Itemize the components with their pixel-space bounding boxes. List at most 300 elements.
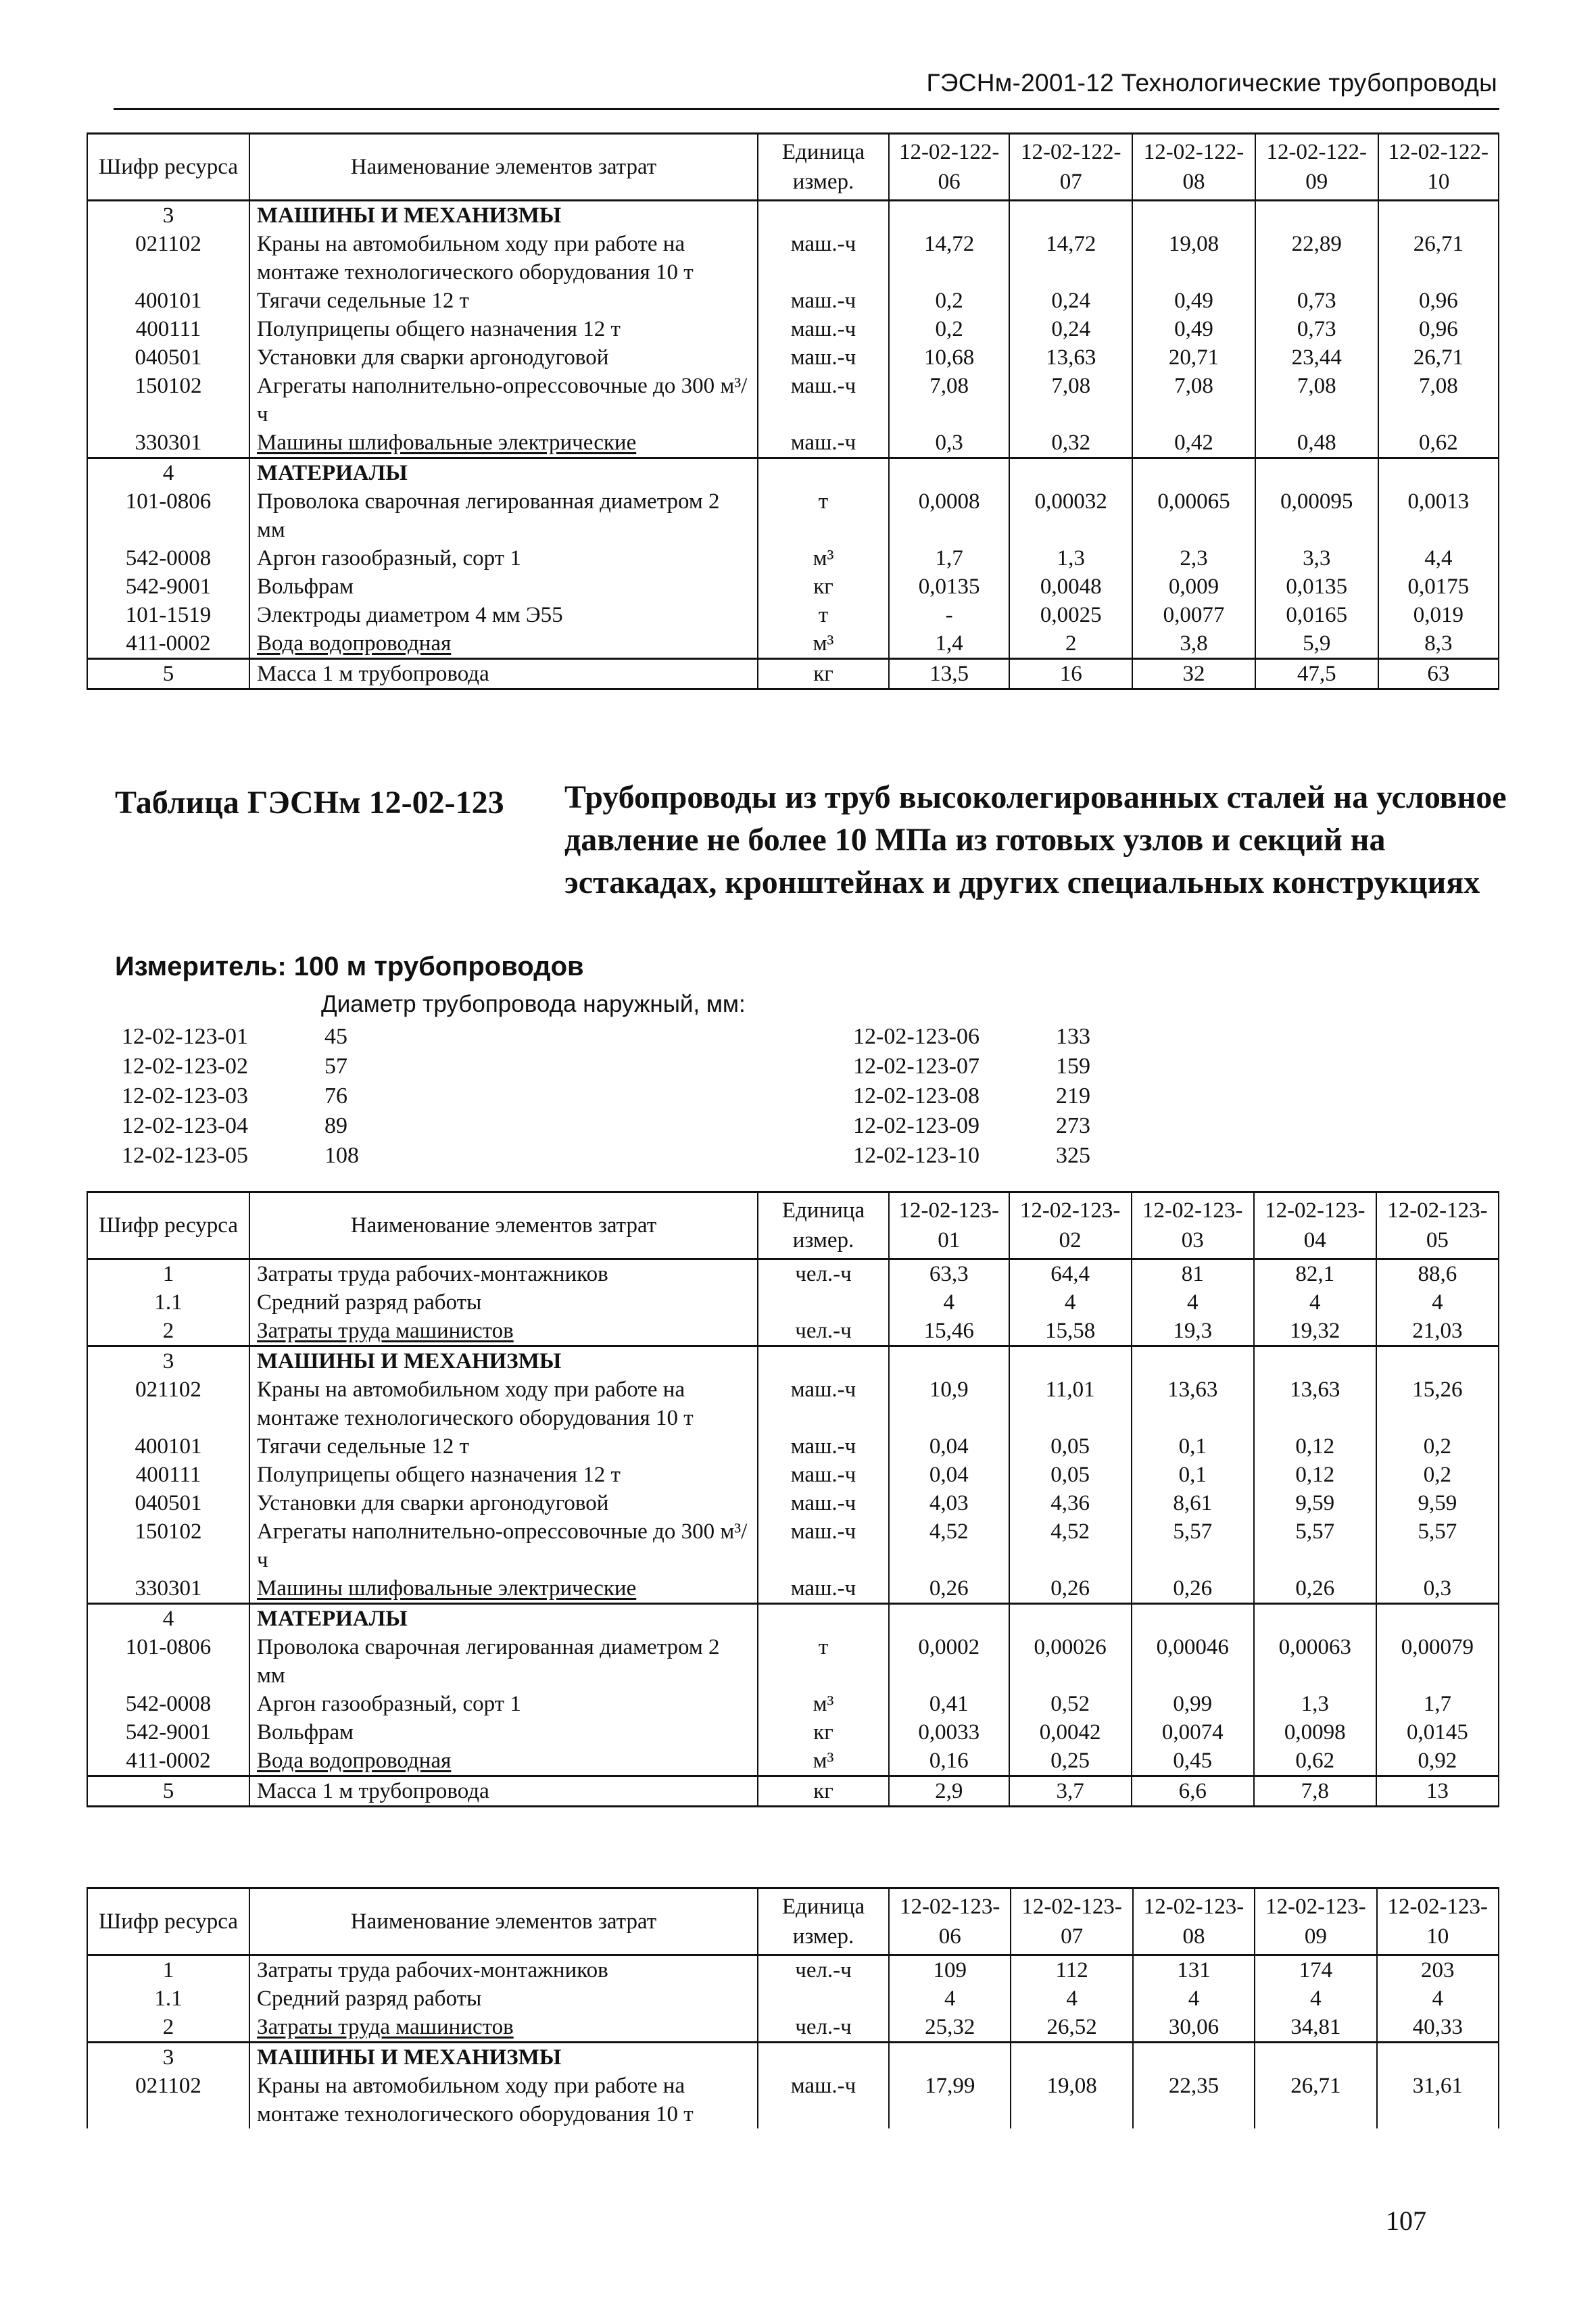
- table-row: [87, 1747, 1499, 1776]
- norm-value: [1377, 2043, 1499, 2072]
- norm-value: 174: [1255, 1955, 1376, 1985]
- diameter-value: 325: [1056, 1143, 1090, 1168]
- resource-code: 400111: [87, 1461, 249, 1489]
- table-row: [87, 1346, 1499, 1376]
- norm-value: 0,0165: [1255, 601, 1378, 629]
- norm-value: 3,8: [1132, 629, 1255, 659]
- unit: маш.-ч: [758, 1461, 889, 1489]
- table-row: [87, 1375, 1499, 1432]
- resource-name: Краны на автомобильном ходу при работе на монтаже технологического оборудования 10 т: [249, 2072, 758, 2128]
- norm-value: 19,32: [1254, 1317, 1376, 1346]
- norm-value: 0,26: [889, 1574, 1009, 1604]
- norm-value: 4,4: [1378, 544, 1499, 572]
- resource-code: 400101: [87, 287, 249, 315]
- resource-name: Средний разряд работы: [249, 1984, 758, 2013]
- norm-value: 4: [889, 1984, 1011, 2013]
- unit: м³: [758, 544, 889, 572]
- norm-value: 0,12: [1254, 1461, 1376, 1489]
- table-row: [87, 372, 1499, 429]
- unit: чел.-ч: [758, 1317, 889, 1346]
- table-row: [87, 458, 1499, 488]
- col-norm-header: 12-02-122-09: [1255, 134, 1378, 201]
- table-row: [87, 1718, 1499, 1747]
- norm-value: 16: [1009, 659, 1132, 689]
- col-norm-header: 12-02-123-04: [1254, 1192, 1376, 1259]
- norm-value: 9,59: [1254, 1489, 1376, 1517]
- norm-value: 4: [889, 1288, 1009, 1317]
- unit: [758, 2043, 889, 2072]
- norm-value: 3,7: [1009, 1776, 1132, 1807]
- col-norm-header: 12-02-122-10: [1378, 134, 1499, 201]
- unit: [758, 458, 889, 488]
- norm-value: 0,52: [1009, 1690, 1132, 1718]
- norm-value: 0,49: [1132, 315, 1255, 343]
- norm-value: 88,6: [1376, 1259, 1499, 1289]
- unit: м³: [758, 629, 889, 659]
- col-norm-header: 12-02-123-05: [1376, 1192, 1499, 1259]
- norm-value: [1133, 2043, 1255, 2072]
- norm-value: [1009, 1604, 1132, 1634]
- resource-name: Затраты труда рабочих-монтажников: [249, 1955, 758, 1985]
- list-item: [853, 1052, 1090, 1081]
- norm-value: 0,92: [1376, 1747, 1499, 1776]
- resource-name: Электроды диаметром 4 мм Э55: [249, 601, 758, 629]
- col-name-header: Наименование элементов затрат: [249, 1888, 758, 1955]
- norm-value: 26,71: [1378, 230, 1499, 287]
- norm-value: [1009, 1346, 1132, 1376]
- col-unit-header: Единица измер.: [758, 1888, 889, 1955]
- unit: кг: [758, 659, 889, 689]
- norm-value: [1132, 458, 1255, 488]
- norm-value: [1378, 201, 1499, 230]
- norm-value: 63: [1378, 659, 1499, 689]
- norm-value: 0,2: [1376, 1432, 1499, 1461]
- norm-value: 1,3: [1254, 1690, 1376, 1718]
- norm-value: 19,3: [1132, 1317, 1254, 1346]
- norm-value: 1,7: [1376, 1690, 1499, 1718]
- norm-value: 4: [1133, 1984, 1255, 2013]
- norm-value: 4: [1009, 1288, 1132, 1317]
- norm-value: 19,08: [1011, 2072, 1132, 2128]
- norm-code: 12-02-123-02: [122, 1054, 248, 1079]
- resource-name: Краны на автомобильном ходу при работе на монтаже технологического оборудования 10 т: [249, 1375, 758, 1432]
- norm-code: 12-02-123-03: [122, 1083, 248, 1108]
- norm-value: 0,009: [1132, 572, 1255, 601]
- resource-code: 040501: [87, 343, 249, 372]
- resource-code: 3: [87, 1346, 249, 1376]
- norm-value: 0,24: [1009, 315, 1132, 343]
- resource-name: Вода водопроводная: [249, 1747, 758, 1776]
- list-item: [122, 1081, 359, 1111]
- norm-value: 25,32: [889, 2013, 1011, 2043]
- col-norm-header: 12-02-122-06: [889, 134, 1009, 201]
- header-rule: [114, 108, 1499, 110]
- norm-value: 10,68: [889, 343, 1009, 372]
- resource-name: Вольфрам: [249, 572, 758, 601]
- norm-value: [1132, 201, 1255, 230]
- resource-name: Масса 1 м трубопровода: [249, 1776, 758, 1807]
- resource-code: 2: [87, 1317, 249, 1346]
- resource-code: 1.1: [87, 1984, 249, 2013]
- norm-value: [1378, 458, 1499, 488]
- norm-value: 26,71: [1255, 2072, 1376, 2128]
- norm-value: 0,00095: [1255, 487, 1378, 544]
- norm-value: 40,33: [1377, 2013, 1499, 2043]
- table-row: [87, 343, 1499, 372]
- norm-value: 4: [1377, 1984, 1499, 2013]
- norm-value: 4: [1376, 1288, 1499, 1317]
- norm-value: 5,9: [1255, 629, 1378, 659]
- col-code-header: Шифр ресурса: [87, 1192, 249, 1259]
- resource-name: Тягачи седельные 12 т: [249, 287, 758, 315]
- norm-value: 34,81: [1255, 2013, 1376, 2043]
- resource-code: 3: [87, 201, 249, 230]
- table-row: [87, 230, 1499, 287]
- norm-value: 8,3: [1378, 629, 1499, 659]
- norm-value: 26,52: [1011, 2013, 1132, 2043]
- norm-value: 13,5: [889, 659, 1009, 689]
- norm-value: [1009, 458, 1132, 488]
- norm-value: 2,9: [889, 1776, 1009, 1807]
- diameter-value: 159: [1056, 1054, 1090, 1079]
- resource-name: Машины шлифовальные электрические: [249, 1574, 758, 1604]
- resource-code: 1.1: [87, 1288, 249, 1317]
- norm-value: 0,12: [1254, 1432, 1376, 1461]
- table-header-row: [87, 1888, 1499, 1955]
- resource-code: 150102: [87, 372, 249, 429]
- unit: маш.-ч: [758, 372, 889, 429]
- table-row: [87, 287, 1499, 315]
- norm-value: 32: [1132, 659, 1255, 689]
- resource-code: 021102: [87, 230, 249, 287]
- table-row: [87, 2013, 1499, 2043]
- norm-value: 15,46: [889, 1317, 1009, 1346]
- norm-value: 0,73: [1255, 315, 1378, 343]
- unit: т: [758, 601, 889, 629]
- resource-name: Агрегаты наполнительно-опрессовочные до 300 м³/ч: [249, 1517, 758, 1574]
- table-row: [87, 315, 1499, 343]
- norm-value: [1011, 2043, 1132, 2072]
- norm-value: 22,89: [1255, 230, 1378, 287]
- col-norm-header: 12-02-122-07: [1009, 134, 1132, 201]
- norm-value: [889, 201, 1009, 230]
- unit: маш.-ч: [758, 315, 889, 343]
- norm-value: 0,26: [1009, 1574, 1132, 1604]
- col-norm-header: 12-02-123-09: [1255, 1888, 1376, 1955]
- table-row: [87, 1461, 1499, 1489]
- list-item: [122, 1022, 359, 1052]
- list-item: [853, 1081, 1090, 1111]
- table-header-row: [87, 134, 1499, 201]
- norm-value: 1,7: [889, 544, 1009, 572]
- norm-value: 81: [1132, 1259, 1254, 1289]
- norm-value: [1254, 1604, 1376, 1634]
- norm-value: 0,2: [889, 287, 1009, 315]
- norm-value: 5,57: [1132, 1517, 1254, 1574]
- resource-name: Проволока сварочная легированная диаметром 2 мм: [249, 1633, 758, 1690]
- norm-value: 0,45: [1132, 1747, 1254, 1776]
- norm-value: 4: [1011, 1984, 1132, 2013]
- norm-value: 7,08: [889, 372, 1009, 429]
- table-row: [87, 487, 1499, 544]
- norm-value: 0,05: [1009, 1432, 1132, 1461]
- resource-name: МАТЕРИАЛЫ: [249, 458, 758, 488]
- norm-value: 0,04: [889, 1461, 1009, 1489]
- norm-value: 0,0175: [1378, 572, 1499, 601]
- resource-name: Аргон газообразный, сорт 1: [249, 1690, 758, 1718]
- norm-value: [1132, 1346, 1254, 1376]
- resource-code: 4: [87, 1604, 249, 1634]
- resource-name: МАШИНЫ И МЕХАНИЗМЫ: [249, 201, 758, 230]
- norm-value: [1255, 2043, 1376, 2072]
- unit: чел.-ч: [758, 1955, 889, 1985]
- table-row: [87, 1574, 1499, 1604]
- col-unit-header: Единица измер.: [758, 134, 889, 201]
- norm-value: 0,00079: [1376, 1633, 1499, 1690]
- norm-value: 0,16: [889, 1747, 1009, 1776]
- section-heading: [115, 776, 1521, 904]
- col-unit-header: Единица измер.: [758, 1192, 889, 1259]
- list-item: [853, 1111, 1090, 1141]
- norm-value: 7,08: [1132, 372, 1255, 429]
- norm-value: 1,4: [889, 629, 1009, 659]
- resource-code: 542-0008: [87, 1690, 249, 1718]
- resource-code: 101-1519: [87, 601, 249, 629]
- col-norm-header: 12-02-123-01: [889, 1192, 1009, 1259]
- resource-code: 1: [87, 1259, 249, 1289]
- norm-value: 7,08: [1255, 372, 1378, 429]
- norm-value: [889, 1346, 1009, 1376]
- norm-value: [1255, 458, 1378, 488]
- unit: кг: [758, 1776, 889, 1807]
- cost-table-123-06-10: [87, 1887, 1499, 2128]
- resource-code: 542-9001: [87, 1718, 249, 1747]
- resource-code: 411-0002: [87, 1747, 249, 1776]
- norm-value: 0,62: [1254, 1747, 1376, 1776]
- table-row: [87, 601, 1499, 629]
- unit: [758, 1984, 889, 2013]
- norm-value: 0,0013: [1378, 487, 1499, 544]
- resource-code: 330301: [87, 1574, 249, 1604]
- norm-value: 19,08: [1132, 230, 1255, 287]
- norm-value: 5,57: [1254, 1517, 1376, 1574]
- list-item: [122, 1052, 359, 1081]
- norm-value: 0,96: [1378, 315, 1499, 343]
- norm-value: 0,26: [1132, 1574, 1254, 1604]
- norm-value: 4,03: [889, 1489, 1009, 1517]
- norm-value: 0,00032: [1009, 487, 1132, 544]
- resource-name: Вольфрам: [249, 1718, 758, 1747]
- norm-value: 9,59: [1376, 1489, 1499, 1517]
- col-norm-header: 12-02-123-03: [1132, 1192, 1254, 1259]
- norm-value: 0,99: [1132, 1690, 1254, 1718]
- norm-value: 0,49: [1132, 287, 1255, 315]
- norm-value: 0,2: [889, 315, 1009, 343]
- unit: [758, 201, 889, 230]
- norm-code: 12-02-123-09: [853, 1113, 980, 1138]
- norm-value: 0,019: [1378, 601, 1499, 629]
- resource-code: 4: [87, 458, 249, 488]
- cost-table-123-01-05: [87, 1191, 1499, 1807]
- resource-code: 3: [87, 2043, 249, 2072]
- norm-value: 0,0077: [1132, 601, 1255, 629]
- resource-name: Установки для сварки аргонодуговой: [249, 1489, 758, 1517]
- col-name-header: Наименование элементов затрат: [249, 134, 758, 201]
- norm-value: 0,32: [1009, 429, 1132, 458]
- diameter-value: 108: [324, 1143, 359, 1168]
- resource-name: Тягачи седельные 12 т: [249, 1432, 758, 1461]
- norm-value: 2: [1009, 629, 1132, 659]
- resource-code: 400101: [87, 1432, 249, 1461]
- resource-code: 411-0002: [87, 629, 249, 659]
- norm-value: 0,0074: [1132, 1718, 1254, 1747]
- norm-value: 4,52: [889, 1517, 1009, 1574]
- resource-code: 542-0008: [87, 544, 249, 572]
- diameter-value: 57: [324, 1054, 347, 1079]
- norm-code: 12-02-123-04: [122, 1113, 248, 1138]
- resource-name: Вода водопроводная: [249, 629, 758, 659]
- table-row: [87, 1432, 1499, 1461]
- norm-value: 0,0008: [889, 487, 1009, 544]
- norm-value: 112: [1011, 1955, 1132, 1985]
- norm-value: 3,3: [1255, 544, 1378, 572]
- table-row: [87, 1690, 1499, 1718]
- table-row: [87, 2072, 1499, 2128]
- resource-code: 2: [87, 2013, 249, 2043]
- resource-code: 400111: [87, 315, 249, 343]
- table-row: [87, 1288, 1499, 1317]
- norm-value: [1009, 201, 1132, 230]
- diameter-value: 76: [324, 1083, 347, 1108]
- resource-name: МАШИНЫ И МЕХАНИЗМЫ: [249, 1346, 758, 1376]
- norm-value: 0,00026: [1009, 1633, 1132, 1690]
- col-code-header: Шифр ресурса: [87, 1888, 249, 1955]
- norm-value: 0,42: [1132, 429, 1255, 458]
- norm-value: 7,8: [1254, 1776, 1376, 1807]
- norm-value: 14,72: [1009, 230, 1132, 287]
- norm-value: 15,58: [1009, 1317, 1132, 1346]
- norm-value: 0,05: [1009, 1461, 1132, 1489]
- col-norm-header: 12-02-122-08: [1132, 134, 1255, 201]
- norm-value: 22,35: [1133, 2072, 1255, 2128]
- norm-value: -: [889, 601, 1009, 629]
- norm-value: [1376, 1604, 1499, 1634]
- norm-value: 4: [1132, 1288, 1254, 1317]
- norm-value: 20,71: [1132, 343, 1255, 372]
- page-number: 107: [1386, 2206, 1426, 2236]
- norm-value: 0,25: [1009, 1747, 1132, 1776]
- unit: маш.-ч: [758, 1375, 889, 1432]
- norm-value: 0,00063: [1254, 1633, 1376, 1690]
- norm-value: 0,3: [1376, 1574, 1499, 1604]
- norm-value: 0,3: [889, 429, 1009, 458]
- table-label: Таблица ГЭСНм 12-02-123: [115, 785, 504, 821]
- resource-code: 101-0806: [87, 487, 249, 544]
- norm-code: 12-02-123-06: [853, 1024, 980, 1049]
- norm-value: 31,61: [1377, 2072, 1499, 2128]
- norm-value: 0,00046: [1132, 1633, 1254, 1690]
- norm-value: 4,52: [1009, 1517, 1132, 1574]
- norm-code: 12-02-123-01: [122, 1024, 248, 1049]
- list-item: [122, 1141, 359, 1171]
- resource-code: 021102: [87, 2072, 249, 2128]
- norm-value: 8,61: [1132, 1489, 1254, 1517]
- resource-name: Полуприцепы общего назначения 12 т: [249, 1461, 758, 1489]
- table-row: [87, 572, 1499, 601]
- unit: маш.-ч: [758, 1489, 889, 1517]
- diameter-value: 89: [324, 1113, 347, 1138]
- norm-value: 4: [1254, 1288, 1376, 1317]
- table-row: [87, 1517, 1499, 1574]
- norm-value: 64,4: [1009, 1259, 1132, 1289]
- unit: кг: [758, 1718, 889, 1747]
- norm-value: 0,24: [1009, 287, 1132, 315]
- norm-code: 12-02-123-07: [853, 1054, 980, 1079]
- resource-name: Агрегаты наполнительно-опрессовочные до 300 м³/ч: [249, 372, 758, 429]
- norm-value: 13,63: [1009, 343, 1132, 372]
- norm-value: 30,06: [1133, 2013, 1255, 2043]
- norm-value: 14,72: [889, 230, 1009, 287]
- table-row: [87, 1984, 1499, 2013]
- norm-value: 21,03: [1376, 1317, 1499, 1346]
- resource-code: 1: [87, 1955, 249, 1985]
- norm-value: 4: [1255, 1984, 1376, 2013]
- norm-value: 109: [889, 1955, 1011, 1985]
- cost-table-122: [87, 132, 1499, 690]
- norm-code: 12-02-123-10: [853, 1143, 980, 1168]
- resource-code: 040501: [87, 1489, 249, 1517]
- diameter-list-right: [853, 1022, 1090, 1171]
- unit: т: [758, 1633, 889, 1690]
- norm-value: 0,0002: [889, 1633, 1009, 1690]
- norm-value: 10,9: [889, 1375, 1009, 1432]
- list-item: [853, 1141, 1090, 1171]
- resource-code: 330301: [87, 429, 249, 458]
- diameter-label: Диаметр трубопровода наружный, мм:: [321, 991, 746, 1017]
- table-row: [87, 429, 1499, 458]
- norm-value: 7,08: [1009, 372, 1132, 429]
- norm-value: 4,36: [1009, 1489, 1132, 1517]
- norm-value: 0,0135: [1255, 572, 1378, 601]
- resource-name: Затраты труда машинистов: [249, 1317, 758, 1346]
- norm-value: 0,2: [1376, 1461, 1499, 1489]
- unit: маш.-ч: [758, 1517, 889, 1574]
- norm-value: 0,04: [889, 1432, 1009, 1461]
- unit: чел.-ч: [758, 1259, 889, 1289]
- col-norm-header: 12-02-123-08: [1133, 1888, 1255, 1955]
- unit: м³: [758, 1747, 889, 1776]
- resource-name: Проволока сварочная легированная диаметром 2 мм: [249, 487, 758, 544]
- norm-value: 0,73: [1255, 287, 1378, 315]
- resource-code: 101-0806: [87, 1633, 249, 1690]
- norm-value: 0,0033: [889, 1718, 1009, 1747]
- norm-value: 0,0135: [889, 572, 1009, 601]
- norm-value: 15,26: [1376, 1375, 1499, 1432]
- table-row: [87, 1776, 1499, 1807]
- norm-value: 0,0025: [1009, 601, 1132, 629]
- norm-value: 131: [1133, 1955, 1255, 1985]
- unit: т: [758, 487, 889, 544]
- resource-name: МАТЕРИАЛЫ: [249, 1604, 758, 1634]
- unit: маш.-ч: [758, 343, 889, 372]
- unit: маш.-ч: [758, 429, 889, 458]
- norm-value: 0,41: [889, 1690, 1009, 1718]
- running-header: ГЭСНм-2001-12 Технологические трубопроводы: [926, 69, 1497, 97]
- unit: кг: [758, 572, 889, 601]
- resource-name: Аргон газообразный, сорт 1: [249, 544, 758, 572]
- unit: [758, 1288, 889, 1317]
- norm-value: [1255, 201, 1378, 230]
